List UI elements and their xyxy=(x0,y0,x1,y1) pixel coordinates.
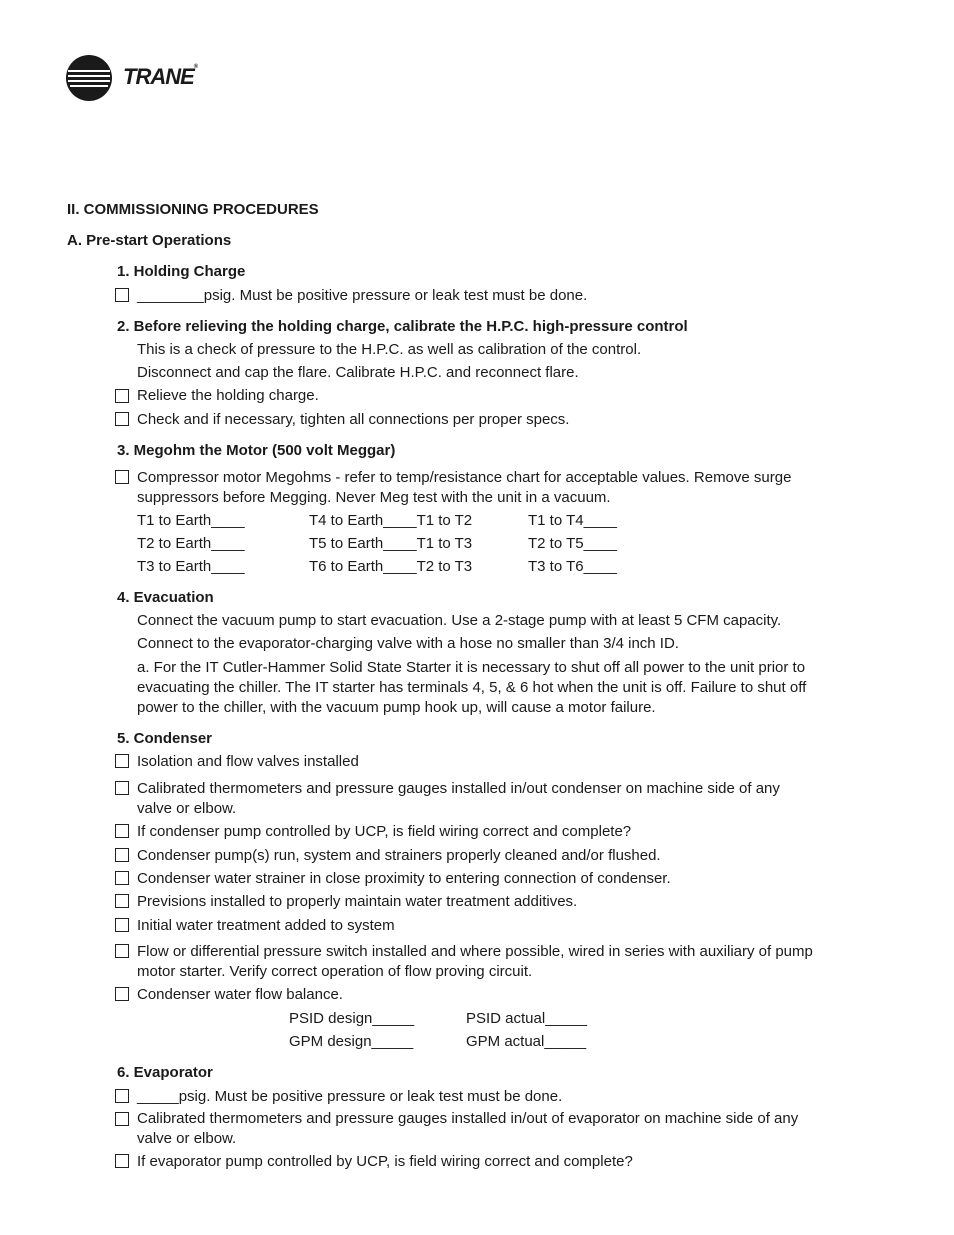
condenser-item-1: Isolation and flow valves installed xyxy=(137,753,359,770)
evaporator-checkbox-2[interactable] xyxy=(115,1112,129,1126)
evacuation-line-1: Connect the vacuum pump to start evacuation. Use a 2-stage pump with at least 5 CFM capacity. xyxy=(137,612,782,629)
relieve-charge-item: Relieve the holding charge. xyxy=(137,387,319,404)
holding-charge-checkbox[interactable] xyxy=(115,288,129,302)
gpm-actual-field: GPM actual_____ xyxy=(466,1033,587,1050)
megohm-reading: T3 to T6____ xyxy=(528,558,617,575)
megohm-reading: T1 to T4____ xyxy=(528,512,617,529)
condenser-checkbox-1[interactable] xyxy=(115,754,129,768)
megohm-checkbox[interactable] xyxy=(115,470,129,484)
evacuation-line-5: power to the chiller, with the vacuum pump hook up, will cause a motor failure. xyxy=(137,699,656,716)
trane-logo xyxy=(66,55,216,103)
psid-design-field: PSID design_____ xyxy=(289,1010,415,1027)
evacuation-line-3: a. For the IT Cutler-Hammer Solid State Starter it is necessary to shut off all power to the unit prior to xyxy=(137,659,806,676)
evaporator-item-2-line-1: Calibrated thermometers and pressure gauges installed in/out of evaporator on machine side of any xyxy=(137,1110,799,1127)
megohm-reading: T1 to Earth____ xyxy=(137,512,245,529)
condenser-item-4: Condenser pump(s) run, system and strainers properly cleaned and/or flushed. xyxy=(137,847,661,864)
hpc-note-1: This is a check of pressure to the H.P.C. as well as calibration of the control. xyxy=(137,341,642,358)
condenser-checkbox-5[interactable] xyxy=(115,871,129,885)
condenser-checkbox-3[interactable] xyxy=(115,824,129,838)
condenser-item-2-line-1: Calibrated thermometers and pressure gauges installed in/out condenser on machine side of any xyxy=(137,780,780,797)
megohm-reading: T2 to T5____ xyxy=(528,535,617,552)
condenser-item-6: Previsions installed to properly maintain water treatment additives. xyxy=(137,893,578,910)
hpc-note-2: Disconnect and cap the flare. Calibrate H.P.C. and reconnect flare. xyxy=(137,364,579,381)
condenser-item-7: Initial water treatment added to system xyxy=(137,917,395,934)
evaporator-item-2-line-2: valve or elbow. xyxy=(137,1130,237,1147)
evaporator-item-3: If evaporator pump controlled by UCP, is field wiring correct and complete? xyxy=(137,1153,633,1170)
trane-logo-icon xyxy=(66,55,112,101)
megohm-reading: T5 to Earth____T1 to T3 xyxy=(309,535,473,552)
condenser-checkbox-6[interactable] xyxy=(115,894,129,908)
section-title: II. COMMISSIONING PROCEDURES xyxy=(67,201,319,218)
megohm-reading: T2 to Earth____ xyxy=(137,535,245,552)
psid-actual-field: PSID actual_____ xyxy=(466,1010,587,1027)
megohm-item-line-2: suppressors before Megging. Never Meg test with the unit in a vacuum. xyxy=(137,489,611,506)
evaporator-checkbox-3[interactable] xyxy=(115,1154,129,1168)
condenser-item-8-line-2: motor starter. Verify correct operation of flow proving circuit. xyxy=(137,963,533,980)
gpm-design-field: GPM design_____ xyxy=(289,1033,414,1050)
condenser-item-2-line-2: valve or elbow. xyxy=(137,800,237,817)
condenser-checkbox-8[interactable] xyxy=(115,944,129,958)
evaporator-checkbox-1[interactable] xyxy=(115,1089,129,1103)
evacuation-line-4: evacuating the chiller. The IT starter has terminals 4, 5, & 6 hot when the unit is off. Failure to shut off xyxy=(137,679,807,696)
subsection-title: A. Pre-start Operations xyxy=(67,232,232,249)
condenser-item-9: Condenser water flow balance. xyxy=(137,986,343,1003)
condenser-item-8-line-1: Flow or differential pressure switch installed and where possible, wired in series with auxiliary of pump xyxy=(137,943,813,960)
megohm-item-line-1: Compressor motor Megohms - refer to temp/resistance chart for acceptable values. Remove surge xyxy=(137,469,792,486)
trane-wordmark: TRANE® xyxy=(123,64,198,89)
megohm-reading: T3 to Earth____ xyxy=(137,558,245,575)
evaporator-heading: 6. Evaporator xyxy=(117,1064,213,1081)
evacuation-line-2: Connect to the evaporator-charging valve with a hose no smaller than 3/4 inch ID. xyxy=(137,635,679,652)
megohm-heading: 3. Megohm the Motor (500 volt Meggar) xyxy=(117,442,396,459)
condenser-checkbox-4[interactable] xyxy=(115,848,129,862)
condenser-checkbox-9[interactable] xyxy=(115,987,129,1001)
condenser-item-5: Condenser water strainer in close proximity to entering connection of condenser. xyxy=(137,870,671,887)
condenser-checkbox-2[interactable] xyxy=(115,781,129,795)
holding-charge-item: ________psig. Must be positive pressure or leak test must be done. xyxy=(137,287,588,304)
evaporator-item-1: _____psig. Must be positive pressure or leak test must be done. xyxy=(137,1088,563,1105)
condenser-heading: 5. Condenser xyxy=(117,730,213,747)
megohm-reading: T4 to Earth____T1 to T2 xyxy=(309,512,473,529)
tighten-connections-checkbox[interactable] xyxy=(115,412,129,426)
condenser-checkbox-7[interactable] xyxy=(115,918,129,932)
relieve-charge-checkbox[interactable] xyxy=(115,389,129,403)
holding-charge-heading: 1. Holding Charge xyxy=(117,263,246,280)
megohm-reading: T6 to Earth____T2 to T3 xyxy=(309,558,473,575)
tighten-connections-item: Check and if necessary, tighten all connections per proper specs. xyxy=(137,411,570,428)
condenser-item-3: If condenser pump controlled by UCP, is field wiring correct and complete? xyxy=(137,823,632,840)
evacuation-heading: 4. Evacuation xyxy=(117,589,214,606)
hpc-heading: 2. Before relieving the holding charge, calibrate the H.P.C. high-pressure control xyxy=(117,318,688,335)
